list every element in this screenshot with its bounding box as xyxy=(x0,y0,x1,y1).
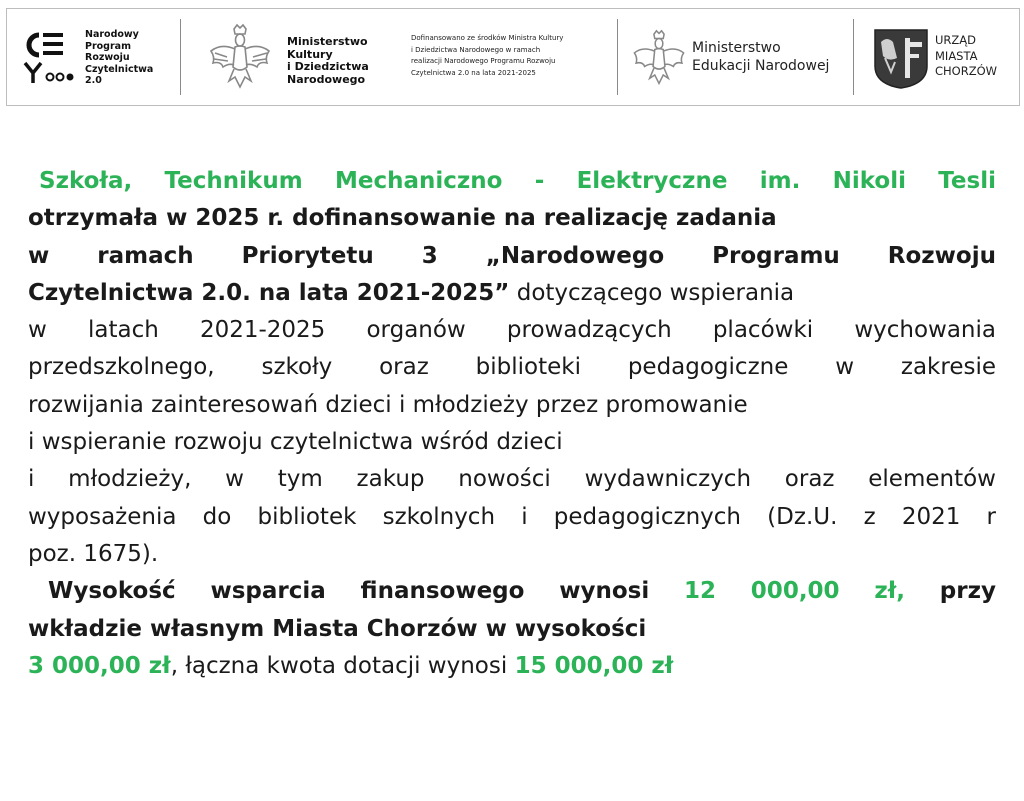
mkdn-line: i Dziedzictwa xyxy=(287,60,369,73)
announcement-body xyxy=(28,163,996,685)
program-name: Czytelnictwa 2.0. na lata 2021-2025” xyxy=(28,279,510,306)
nprcz-name xyxy=(85,29,153,87)
announcement-text: i młodzieży, w tym zakup nowości wydawniczych oraz elementów xyxy=(28,466,996,493)
nprcz-line: Rozwoju xyxy=(85,52,130,64)
announcement-line xyxy=(28,349,996,386)
nprcz-line: Program xyxy=(85,40,131,52)
nprcz-line: Czytelnictwa xyxy=(85,63,154,75)
funding-text: wkładzie własnym Miasta Chorzów w wysokości xyxy=(28,615,647,642)
announcement-text: otrzymała w 2025 r. dofinansowanie na realizację zadania xyxy=(28,205,777,232)
announcement-line xyxy=(28,200,996,237)
header-divider xyxy=(853,19,854,95)
header-divider xyxy=(180,19,181,95)
chorzow-coat-of-arms-icon xyxy=(873,28,929,90)
mkdn-line: Ministerstwo xyxy=(287,35,368,48)
school-name: Szkoła, Technikum Mechaniczno - Elektryczne im. Nikoli Tesli xyxy=(39,168,996,194)
funding-note-line: Czytelnictwa 2.0 na lata 2021-2025 xyxy=(411,68,536,77)
school-name-line xyxy=(28,163,996,200)
announcement-line xyxy=(28,424,996,461)
mkdn-line: Narodowego xyxy=(287,72,366,86)
nprcz-line: Narodowy xyxy=(85,29,139,40)
funding-text: , łączna kwota dotacji wynosi xyxy=(170,652,515,679)
announcement-text: w ramach Priorytetu 3 „Narodowego Programu Rozwoju xyxy=(28,242,996,269)
mkdn-name xyxy=(287,36,369,86)
polish-eagle-icon xyxy=(207,23,273,91)
funding-amount-line xyxy=(28,573,996,610)
umc-name xyxy=(935,33,997,80)
umc-line: URZĄD xyxy=(935,33,977,47)
polish-eagle-icon xyxy=(631,29,687,87)
grant-amount: 12 000,00 zł, xyxy=(684,578,906,605)
men-line: Ministerstwo xyxy=(692,40,781,56)
funding-text: przy xyxy=(905,578,996,605)
announcement-line xyxy=(28,275,996,312)
announcement-text: rozwijania zainteresowań dzieci i młodzieży przez promowanie xyxy=(28,391,748,418)
announcement-text: wyposażenia do bibliotek szkolnych i pedagogicznych (Dz.U. z 2021 r xyxy=(28,503,996,530)
men-line: Edukacji Narodowej xyxy=(692,58,830,74)
umc-line: CHORZÓW xyxy=(935,64,998,78)
announcement-text: dotyczącego wspierania xyxy=(509,279,795,306)
men-name xyxy=(692,39,829,75)
header-divider xyxy=(617,19,618,95)
announcement-line xyxy=(28,536,996,573)
funding-note-line: i Dziedzictwa Narodowego w ramach xyxy=(411,45,541,54)
mkdn-line: Kultury xyxy=(287,47,333,61)
announcement-line xyxy=(28,387,996,424)
funding-amount-line xyxy=(28,611,996,648)
own-contribution-amount: 3 000,00 zł xyxy=(28,652,171,679)
announcement-text: w latach 2021-2025 organów prowadzących placówki wychowania xyxy=(28,317,996,344)
nprcz-line: 2.0 xyxy=(85,75,102,87)
announcement-text: poz. 1675). xyxy=(28,540,159,567)
announcement-line xyxy=(28,238,996,275)
funding-note-line: Dofinansowano ze środków Ministra Kultury xyxy=(411,34,564,42)
funding-note-line: realizacji Narodowego Programu Rozwoju xyxy=(411,57,556,66)
announcement-line xyxy=(28,499,996,536)
header-logo-bar xyxy=(6,8,1020,106)
announcement-line xyxy=(28,312,996,349)
umc-line: MIASTA xyxy=(935,48,978,63)
funding-text: Wysokość wsparcia finansowego wynosi xyxy=(48,578,685,605)
funding-note xyxy=(411,33,616,79)
nprcz-logo xyxy=(19,27,77,87)
announcement-text: i wspieranie rozwoju czytelnictwa wśród dzieci xyxy=(28,429,563,456)
funding-total-line xyxy=(28,648,996,685)
announcement-text: przedszkolnego, szkoły oraz biblioteki pedagogiczne w zakresie xyxy=(28,354,996,381)
announcement-line xyxy=(28,461,996,498)
total-grant-amount: 15 000,00 zł xyxy=(514,652,674,679)
